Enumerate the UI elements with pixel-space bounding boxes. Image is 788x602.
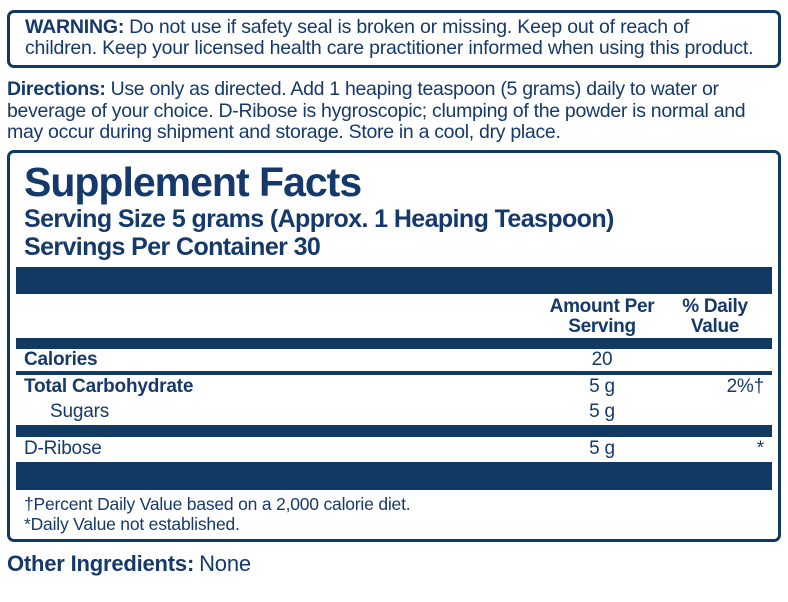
footnote-not-established: *Daily Value not established. [24, 514, 240, 534]
warning-label: WARNING: [25, 16, 125, 38]
supplement-facts-panel [7, 150, 781, 542]
row-name: Sugars [50, 400, 110, 422]
directions-label: Directions: [7, 78, 106, 100]
footnotes [24, 494, 772, 535]
directions-paragraph [7, 79, 781, 144]
column-header-daily-value: % Daily Value [682, 295, 748, 337]
row-amount: 5 g [589, 375, 615, 397]
other-ingredients-value: None [199, 550, 251, 576]
other-ingredients-label: Other Ingredients: [7, 550, 195, 576]
supplement-label [0, 10, 788, 602]
divider-bar-thick-bottom [16, 462, 772, 490]
footnote-daily-value: †Percent Daily Value based on a 2,000 calorie diet. [24, 493, 411, 514]
divider-bar-thick-top [16, 267, 772, 294]
table-row-d-ribose [16, 437, 772, 462]
directions-text: Use only as directed. Add 1 heaping teaspoon (5 grams) daily to water or beverage of your choice. D-Ribose is hygroscopic; clumping of the powder is normal and may occur during shipment and storage. Store in a cool, dry place. [7, 78, 746, 143]
row-amount: 5 g [589, 437, 615, 459]
table-row-calories [16, 349, 772, 375]
row-name: Total Carbohydrate [24, 375, 194, 397]
warning-box [7, 10, 781, 68]
row-amount: 20 [591, 348, 613, 370]
panel-title: Supplement Facts [24, 158, 362, 205]
row-name: Calories [24, 348, 98, 370]
warning-text: Do not use if safety seal is broken or missing. Keep out of reach of children. Keep your licensed health care practitioner informed when using this product. [25, 16, 754, 59]
row-daily-value: 2%† [726, 375, 764, 397]
divider-bar-middle [16, 425, 772, 437]
table-row-sugars [16, 400, 772, 425]
servings-per-container: Servings Per Container 30 [24, 232, 321, 261]
table-header-row [16, 294, 772, 338]
divider-bar-header [16, 338, 772, 349]
row-amount: 5 g [589, 400, 615, 422]
row-name: D-Ribose [24, 437, 102, 459]
other-ingredients-line [7, 551, 781, 576]
table-row-total-carbohydrate [16, 375, 772, 400]
row-daily-value: * [756, 437, 764, 459]
column-header-amount: Amount Per Serving [549, 295, 655, 337]
serving-size: Serving Size 5 grams (Approx. 1 Heaping Teaspoon) [24, 204, 614, 233]
